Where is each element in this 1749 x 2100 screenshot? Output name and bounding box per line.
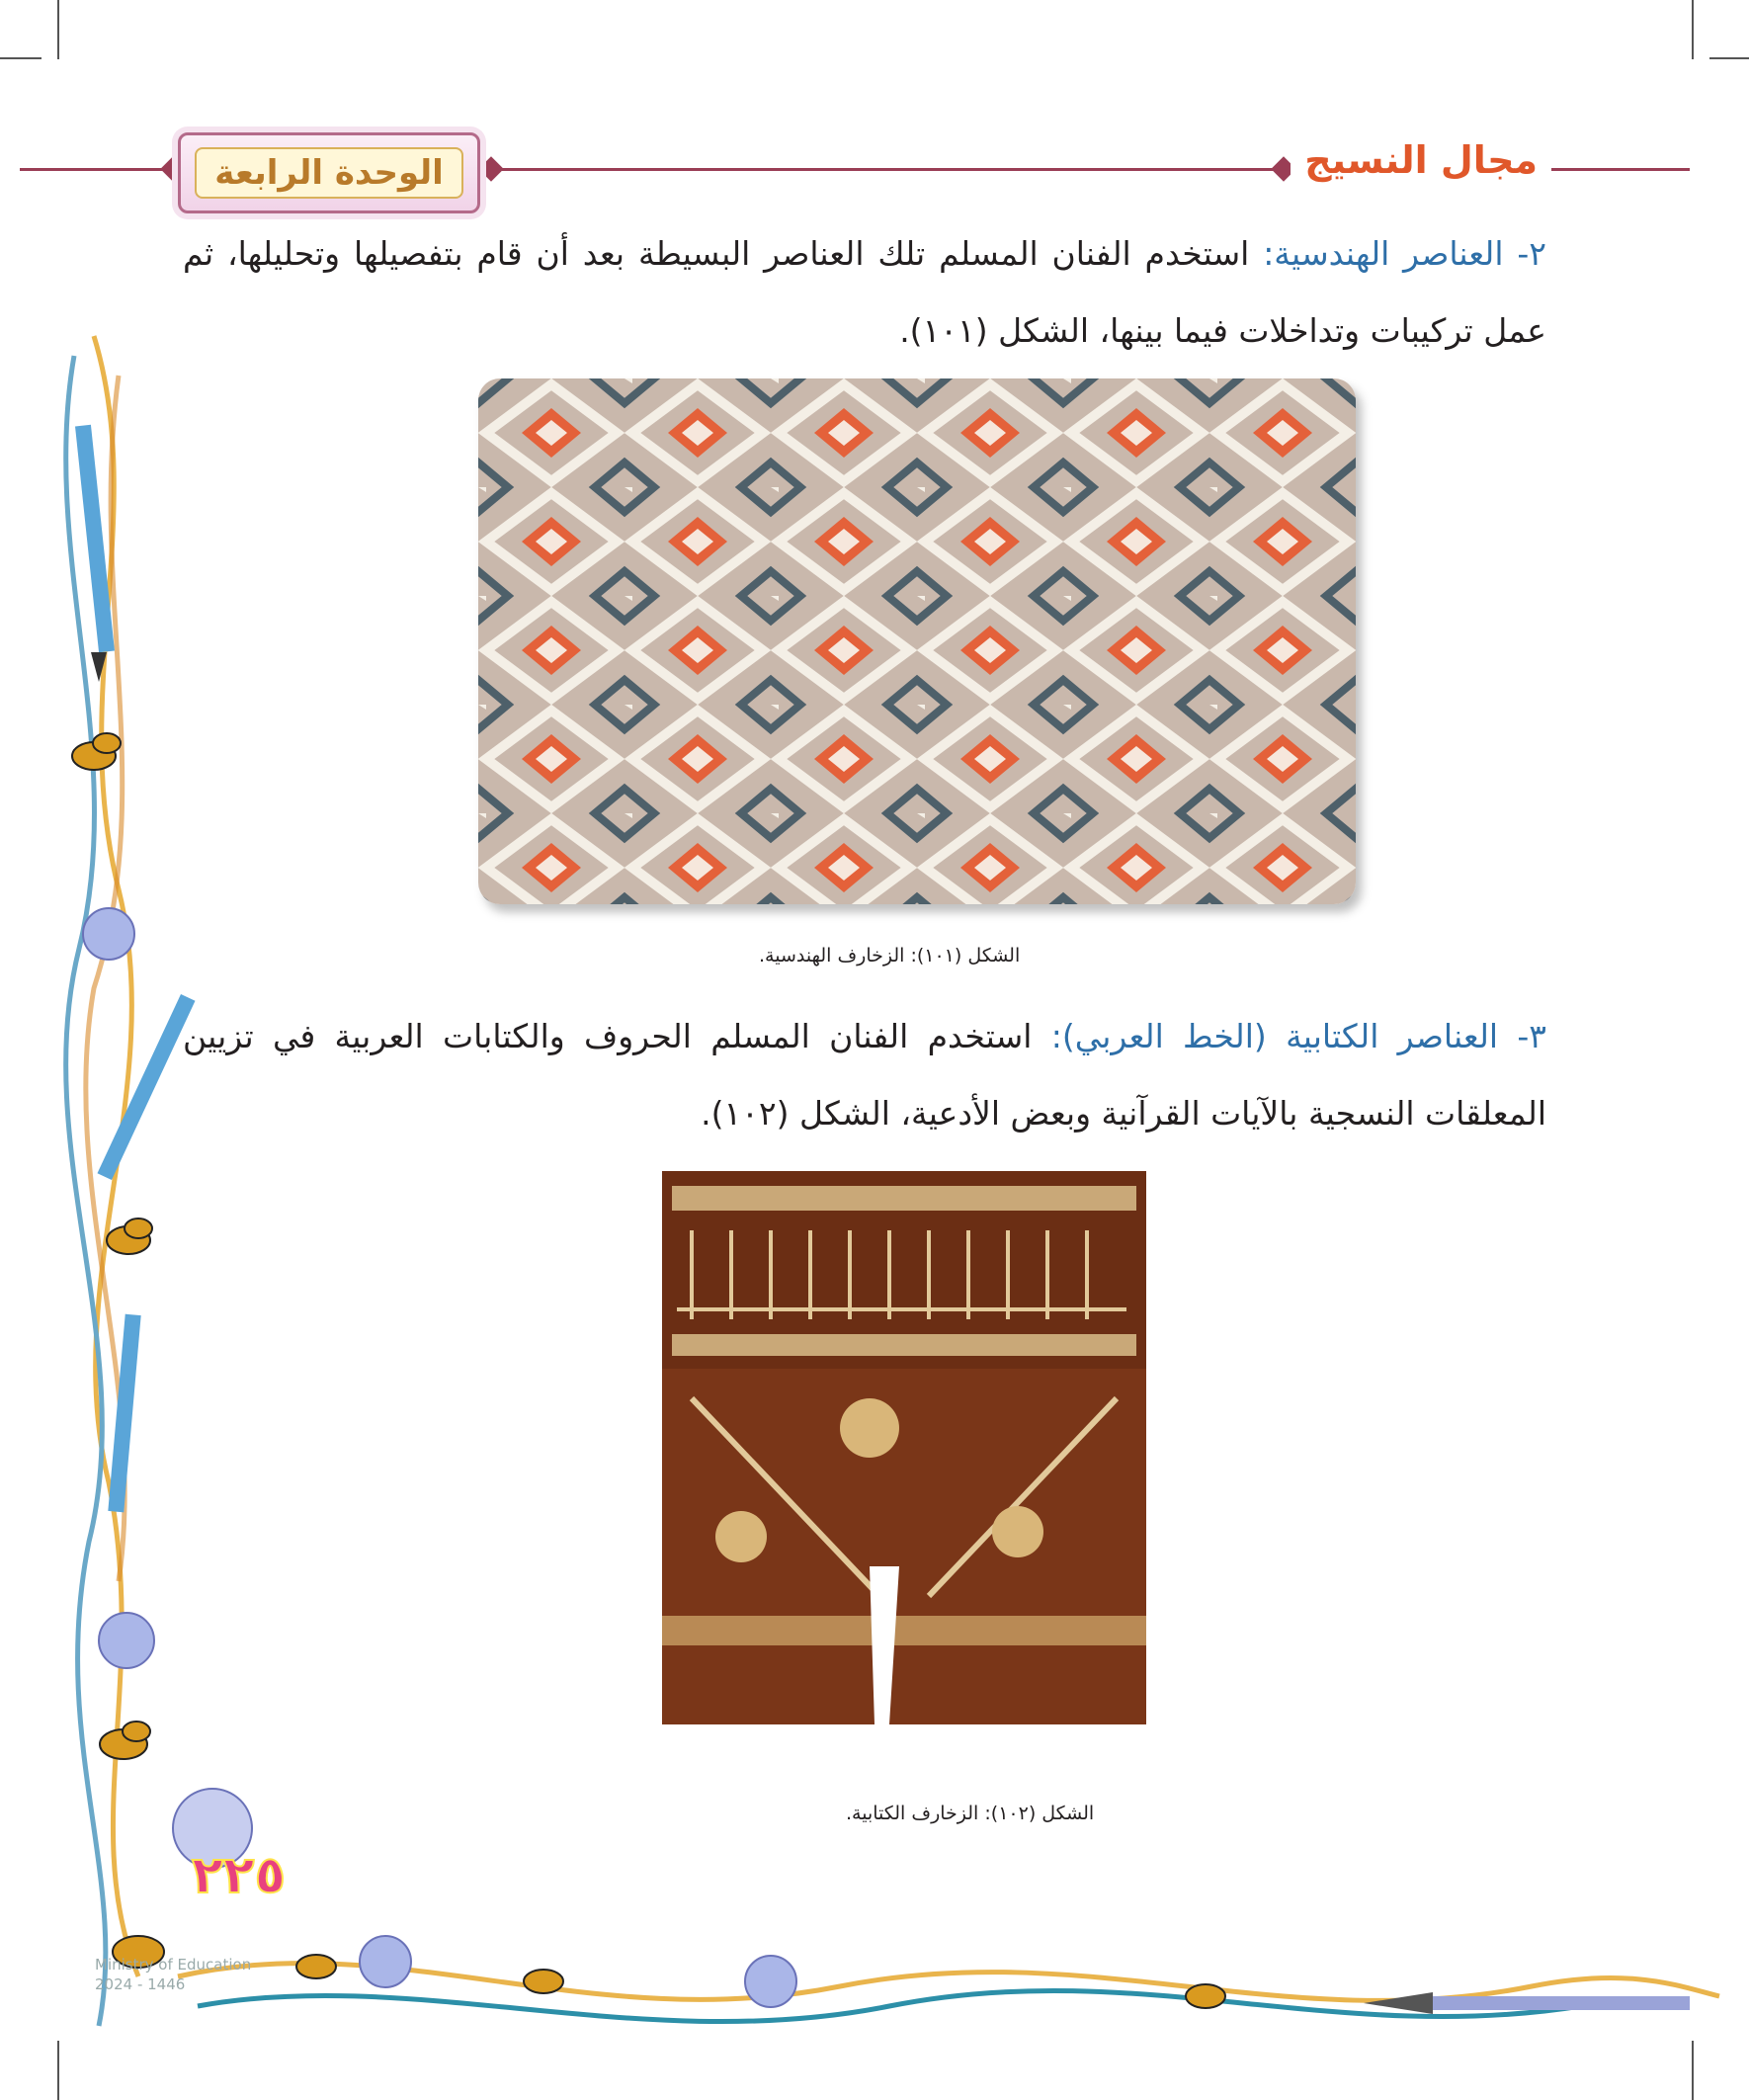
- paragraph-body: استخدم الفنان المسلم الحروف والكتابات العربية في تزيين المعلقات النسجية بالآيات القرآنية وبعض الأدعية، الشكل (١٠٢).: [183, 1017, 1546, 1133]
- figure-102-image: [652, 1171, 1156, 1734]
- unit-label: الوحدة الرابعة: [195, 147, 463, 199]
- paragraph-calligraphy: [183, 998, 1546, 1152]
- paragraph-lead: ٣- العناصر الكتابية (الخط العربي):: [1050, 1017, 1546, 1055]
- paragraph-lead: ٢- العناصر الهندسية:: [1263, 234, 1547, 273]
- paragraph-geometric: [183, 215, 1546, 370]
- ministry-logo-text: [95, 1955, 251, 1994]
- section-title: مجال النسيج: [1291, 138, 1551, 182]
- figure-102-caption: الشكل (١٠٢): الزخارف الكتابية.: [846, 1803, 1095, 1824]
- ministry-name: Ministry of Education: [95, 1956, 252, 1974]
- figure-101-image: [478, 378, 1356, 904]
- page-number: ٢٢٥: [192, 1846, 287, 1905]
- pencil-icon: [97, 994, 195, 1180]
- edition-year: 2024 - 1446: [95, 1975, 186, 1993]
- paragraph-body: استخدم الفنان المسلم تلك العناصر البسيطة بعد أن قام بتفصيلها وتحليلها، ثم عمل تركيبات وتداخلات فيما بينها، الشكل (١٠١).: [183, 234, 1546, 350]
- figure-101-caption: الشكل (١٠١): الزخارف الهندسية.: [759, 945, 1021, 966]
